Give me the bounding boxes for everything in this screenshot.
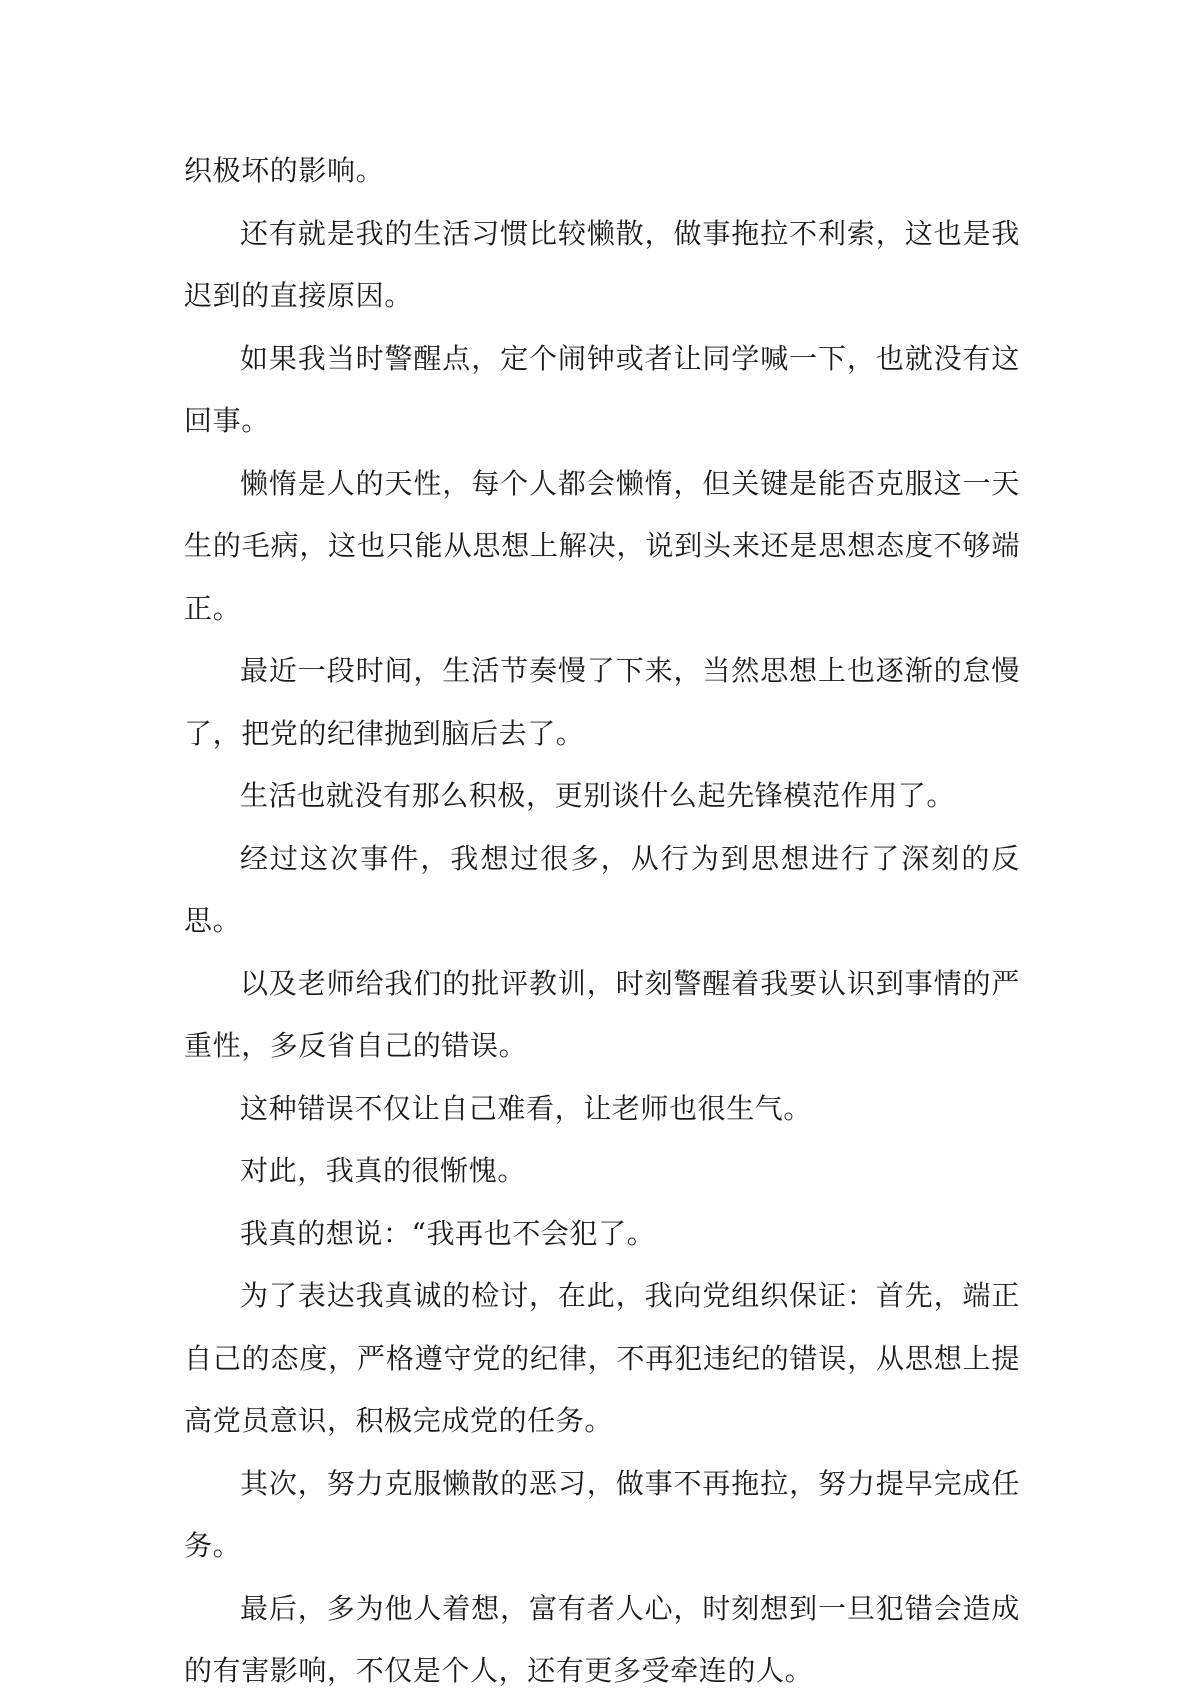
paragraph: 其次，努力克服懒散的恶习，做事不再拖拉，努力提早完成任务。 — [184, 1466, 1020, 1562]
paragraph: 为了表达我真诚的检讨，在此，我向党组织保证：首先，端正自己的态度，严格遵守党的纪律，不再犯违纪的错误，从思想上提高党员意识，积极完成党的任务。 — [184, 1279, 1020, 1437]
paragraph: 最后，多为他人着想，富有者人心，时刻想到一旦犯错会造成的有害影响，不仅是个人，还有更多受牵连的人。 — [184, 1591, 1020, 1687]
document-body — [184, 140, 1020, 1703]
paragraph: 如果我当时警醒点，定个闹钟或者让同学喊一下，也就没有这回事。 — [184, 341, 1020, 437]
paragraph: 以及老师给我们的批评教训，时刻警醒着我要认识到事情的严重性，多反省自己的错误。 — [184, 966, 1020, 1062]
paragraph: 这种错误不仅让自己难看，让老师也很生气。 — [240, 1091, 813, 1125]
paragraph: 最近一段时间，生活节奏慢了下来，当然思想上也逐渐的怠慢了，把党的纪律抛到脑后去了。 — [184, 654, 1020, 750]
paragraph: 对此，我真的很惭愧。 — [240, 1154, 527, 1187]
paragraph: 生活也就没有那么积极，更别谈什么起先锋模范作用了。 — [240, 779, 956, 812]
paragraph-continuation: 织极坏的影响。 — [184, 154, 385, 187]
paragraph: 懒惰是人的天性，每个人都会懒惰，但关键是能否克服这一天生的毛病，这也只能从思想上解决，说到头来还是思想态度不够端正。 — [184, 466, 1020, 625]
paragraph: 经过这次事件，我想过很多，从行为到思想进行了深刻的反思。 — [184, 841, 1020, 937]
paragraph: 还有就是我的生活习惯比较懒散，做事拖拉不利索，这也是我迟到的直接原因。 — [184, 216, 1020, 312]
paragraph: 我真的想说：“我再也不会犯了。 — [240, 1216, 656, 1250]
